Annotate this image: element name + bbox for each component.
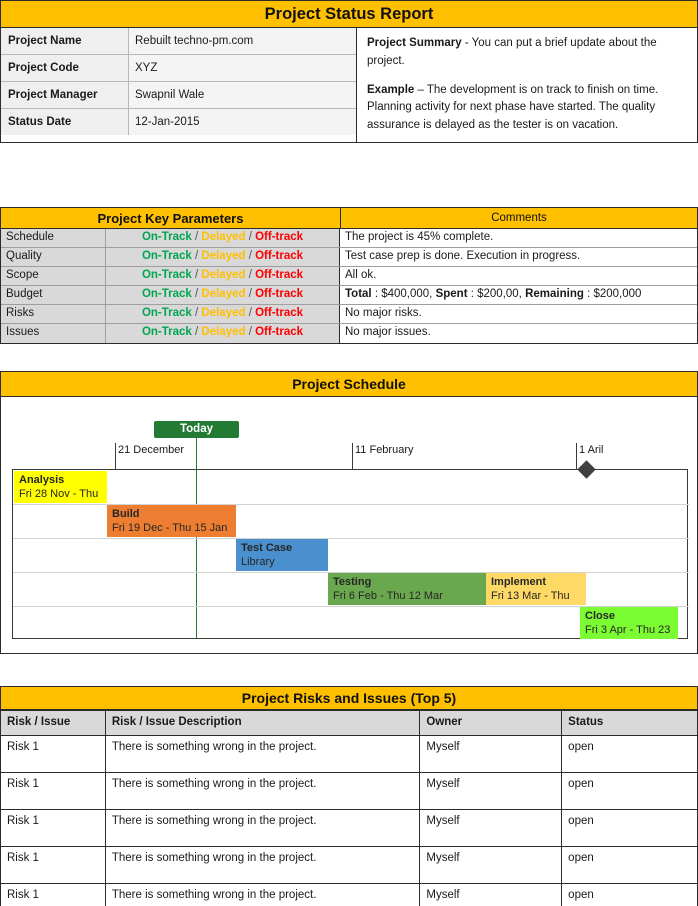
status-separator: / [245,269,256,281]
key-parameter-status-options[interactable] [106,305,340,323]
key-parameter-comment: Test case prep is done. Execution in progress. [345,250,581,262]
risk-id: Risk 1 [1,773,106,810]
status-option-off-track[interactable]: Off-track [255,307,304,319]
key-parameter-row [1,248,697,267]
risk-owner: Myself [420,884,562,906]
info-label-project-name: Project Name [1,28,129,54]
gantt-task-bar[interactable] [580,607,678,639]
risks-col-header-status: Status [562,711,698,736]
status-separator: / [245,231,256,243]
risk-id: Risk 1 [1,810,106,847]
project-example-paragraph [367,82,688,135]
project-info-block [0,28,698,143]
key-parameter-comment: All ok. [345,269,377,281]
info-value-project-code: XYZ [129,55,356,81]
gantt-task-dates: Fri 28 Nov - Thu [19,488,99,500]
status-option-off-track[interactable]: Off-track [255,269,304,281]
today-marker-label: Today [154,421,239,438]
key-parameter-name: Budget [1,286,106,304]
gantt-task-bar[interactable] [236,539,328,571]
key-parameter-name: Scope [1,267,106,285]
status-separator: / [191,231,202,243]
comment-fragment: : $400,000, [371,288,436,300]
info-label-project-code: Project Code [1,55,129,81]
risk-owner: Myself [420,773,562,810]
key-parameter-status-options[interactable] [106,286,340,304]
comment-fragment: Remaining [525,288,584,300]
risks-col-header-description: Risk / Issue Description [105,711,420,736]
table-row [1,884,698,906]
info-value-status-date: 12-Jan-2015 [129,109,356,135]
gantt-task-dates: Fri 6 Feb - Thu 12 Mar [333,590,443,602]
status-separator: / [191,307,202,319]
status-option-off-track[interactable]: Off-track [255,231,304,243]
risk-id: Risk 1 [1,736,106,773]
risk-status: open [562,773,698,810]
info-row [1,28,356,55]
status-option-off-track[interactable]: Off-track [255,326,304,338]
key-parameters-table [0,229,698,344]
risk-description: There is something wrong in the project. [105,810,420,847]
key-parameter-name: Schedule [1,229,106,247]
key-parameter-row [1,324,697,343]
info-row [1,109,356,135]
gantt-axis-tick [115,443,116,470]
gantt-task-bar[interactable] [107,505,236,537]
project-summary-label: Project Summary [367,37,462,49]
status-separator: / [245,250,256,262]
table-row [1,847,698,884]
risks-table-body [1,736,698,906]
comment-fragment: Total [345,288,372,300]
key-parameters-section [0,207,698,344]
gantt-task-name: Close [585,610,615,622]
info-row [1,55,356,82]
risks-col-header-id: Risk / Issue [1,711,106,736]
summary-spacer [367,71,688,82]
status-option-delayed[interactable]: Delayed [201,231,246,243]
key-parameter-status-options[interactable] [106,248,340,266]
risk-owner: Myself [420,736,562,773]
comments-heading: Comments [340,207,698,229]
project-example-text: – The development is on track to finish on time. Planning activity for next phase have started. The quality assurance is delayed as the tester is on vacation. [367,83,659,132]
project-schedule-heading: Project Schedule [0,371,698,397]
gantt-task-dates: Fri 13 Mar - Thu [491,590,570,602]
project-summary-paragraph [367,35,688,71]
table-row [1,810,698,847]
risk-id: Risk 1 [1,884,106,906]
gantt-task-name: Analysis [19,474,65,486]
status-separator: / [245,288,256,300]
gantt-task-name: Build [112,508,140,520]
table-row [1,773,698,810]
status-separator: / [191,250,202,262]
risks-table-header [1,711,698,736]
status-option-delayed[interactable]: Delayed [201,250,246,262]
status-option-off-track[interactable]: Off-track [255,250,304,262]
gantt-task-name: Test Case [241,542,293,554]
report-header-section [0,0,698,143]
key-parameter-row [1,229,697,248]
risk-status: open [562,736,698,773]
status-option-delayed[interactable]: Delayed [201,307,246,319]
gantt-axis-tick [352,443,353,470]
risk-owner: Myself [420,847,562,884]
comment-fragment: : $200,000 [583,288,642,300]
risk-description: There is something wrong in the project. [105,884,420,906]
gantt-plot-area [12,444,688,639]
key-parameter-row [1,286,697,305]
status-separator: / [245,307,256,319]
key-parameter-comment [340,286,697,304]
risk-status: open [562,810,698,847]
status-option-on-track[interactable]: On-Track [141,326,192,338]
key-parameter-comment: No major issues. [345,326,431,338]
risk-status: open [562,884,698,906]
risk-description: There is something wrong in the project. [105,847,420,884]
status-separator: / [191,288,202,300]
risks-header-row [1,711,698,736]
key-parameter-status-options[interactable] [106,229,340,247]
risk-description: There is something wrong in the project. [105,736,420,773]
risk-owner: Myself [420,810,562,847]
status-separator: / [191,326,202,338]
status-option-delayed[interactable]: Delayed [201,269,246,281]
info-label-project-manager: Project Manager [1,82,129,108]
risks-issues-heading: Project Risks and Issues (Top 5) [0,686,698,710]
gantt-task-bar[interactable] [486,573,586,605]
gantt-chart-container [0,397,698,654]
status-option-on-track[interactable]: On-Track [141,269,192,281]
table-row [1,736,698,773]
comment-fragment: : $200,00, [467,288,526,300]
status-option-off-track[interactable]: Off-track [255,288,304,300]
status-option-delayed[interactable]: Delayed [201,288,246,300]
gantt-axis-label: 21 December [118,444,185,456]
risk-id: Risk 1 [1,847,106,884]
status-option-on-track[interactable]: On-Track [141,288,192,300]
comment-fragment: Spent [435,288,468,300]
project-example-label: Example [367,83,415,96]
page-title: Project Status Report [0,0,698,28]
key-parameter-name: Quality [1,248,106,266]
risk-status: open [562,847,698,884]
risks-issues-table [0,710,698,906]
status-option-on-track[interactable]: On-Track [141,231,192,243]
project-schedule-section [0,371,698,654]
milestone-diamond-icon [577,460,595,478]
key-parameter-row [1,305,697,324]
status-separator: / [191,269,202,281]
info-label-status-date: Status Date [1,109,129,135]
risk-description: There is something wrong in the project. [105,773,420,810]
key-parameter-status-options[interactable] [106,267,340,285]
key-parameters-header-row [0,207,698,229]
gantt-axis-tick [576,443,577,470]
gantt-row-separator [13,538,689,539]
status-option-on-track[interactable]: On-Track [141,307,192,319]
gantt-task-name: Implement [491,576,547,588]
status-option-on-track[interactable]: On-Track [141,250,192,262]
gantt-task-dates: Fri 3 Apr - Thu 23 [585,624,671,636]
key-parameter-row [1,267,697,286]
info-value-project-manager: Swapnil Wale [129,82,356,108]
gantt-task-dates: Library [241,556,275,568]
gantt-task-bar[interactable] [328,573,486,605]
project-info-table [1,28,356,142]
gantt-task-dates: Fri 19 Dec - Thu 15 Jan [112,522,228,534]
project-summary-cell [356,28,697,142]
status-separator: / [245,326,256,338]
key-parameter-comment: The project is 45% complete. [345,231,494,243]
risks-col-header-owner: Owner [420,711,562,736]
key-parameter-name: Issues [1,324,106,343]
risks-issues-section [0,686,698,906]
gantt-axis-label: 11 February [355,444,414,456]
key-parameter-name: Risks [1,305,106,323]
key-parameters-heading: Project Key Parameters [0,207,340,229]
project-summary-text: - You can put a brief update about the project. [367,37,657,67]
key-parameter-comment: No major risks. [345,307,422,319]
gantt-task-name: Testing [333,576,372,588]
info-row [1,82,356,109]
info-value-project-name: Rebuilt techno-pm.com [129,28,356,54]
status-option-delayed[interactable]: Delayed [201,326,246,338]
gantt-axis-label: 1 Aril [579,444,604,456]
gantt-task-bar[interactable] [14,471,107,503]
key-parameter-status-options[interactable] [106,324,340,343]
